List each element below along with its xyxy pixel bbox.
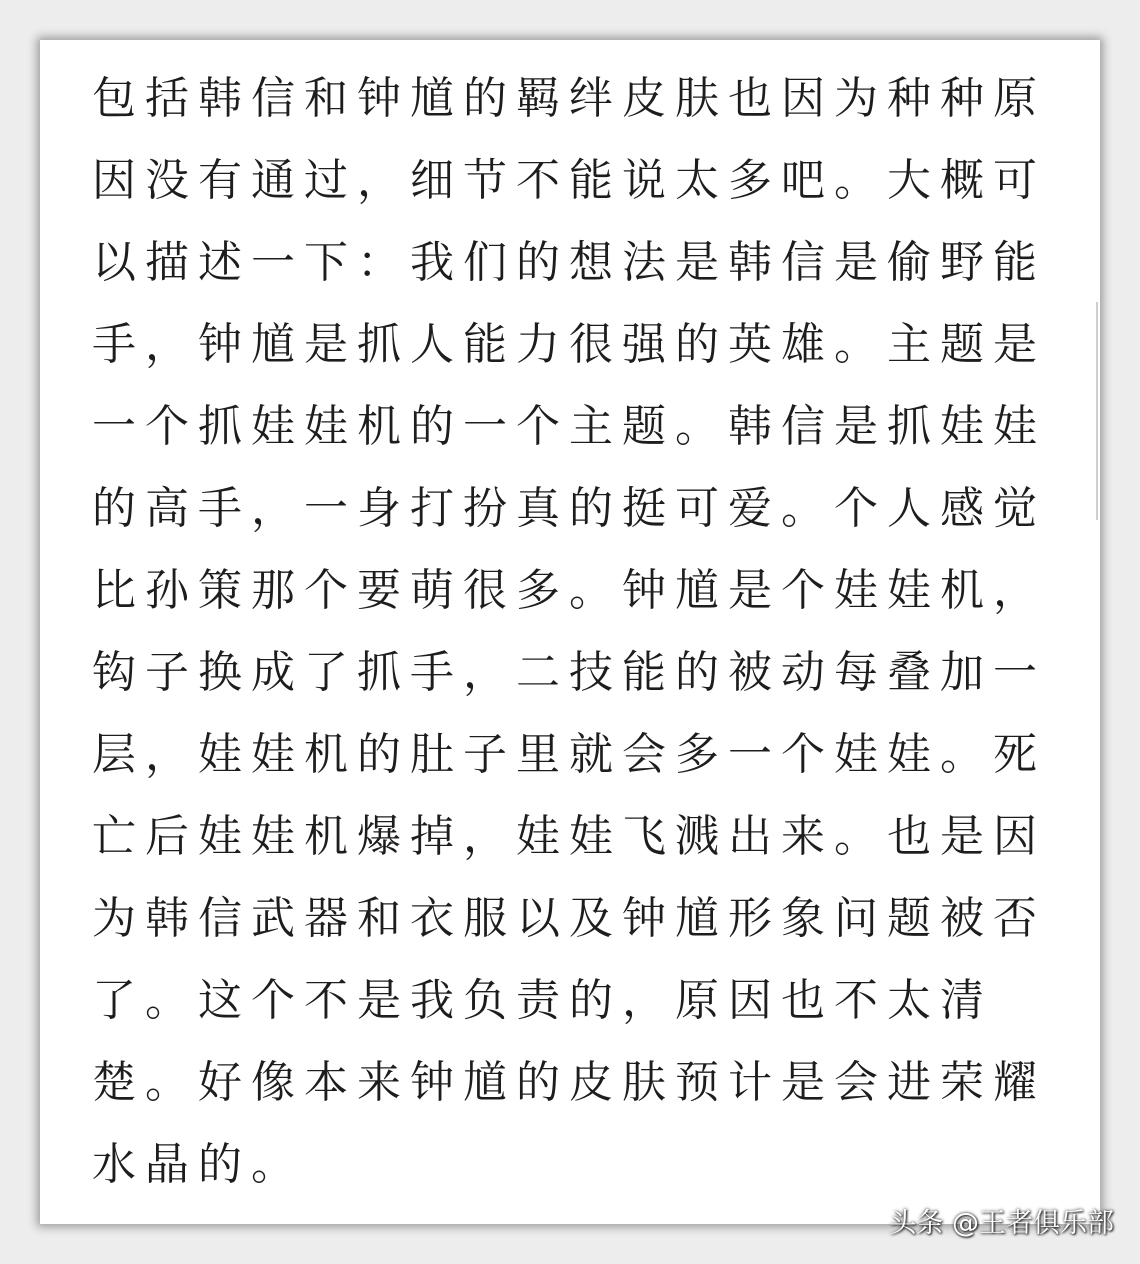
text-line: 的高手，一身打扮真的挺可爱。个人感觉 (92, 483, 1046, 534)
text-line: 亡后娃娃机爆掉，娃娃飞溅出来。也是因 (92, 811, 1046, 862)
text-line: 为韩信武器和衣服以及钟馗形象问题被否 (92, 893, 1046, 944)
text-line: 层，娃娃机的肚子里就会多一个娃娃。死 (92, 729, 1046, 780)
text-line: 一个抓娃娃机的一个主题。韩信是抓娃娃 (92, 401, 1046, 452)
text-line: 因没有通过，细节不能说太多吧。大概可 (92, 155, 1046, 206)
text-line: 钩子换成了抓手，二技能的被动每叠加一 (92, 647, 1046, 698)
text-line: 楚。好像本来钟馗的皮肤预计是会进荣耀 (92, 1057, 1046, 1108)
text-line: 以描述一下：我们的想法是韩信是偷野能 (92, 237, 1046, 288)
text-line: 了。这个不是我负责的，原因也不太清 (92, 975, 993, 1026)
text-line: 比孙策那个要萌很多。钟馗是个娃娃机， (92, 565, 1046, 616)
watermark: 头条 @王者俱乐部 (889, 1208, 1114, 1239)
document-text (92, 58, 1052, 1206)
page-edge-mark (1096, 302, 1098, 520)
text-line: 包括韩信和钟馗的羁绊皮肤也因为种种原 (92, 73, 1046, 124)
text-line: 手，钟馗是抓人能力很强的英雄。主题是 (92, 319, 1046, 370)
text-line: 水晶的。 (92, 1139, 304, 1190)
document-page (40, 40, 1100, 1224)
